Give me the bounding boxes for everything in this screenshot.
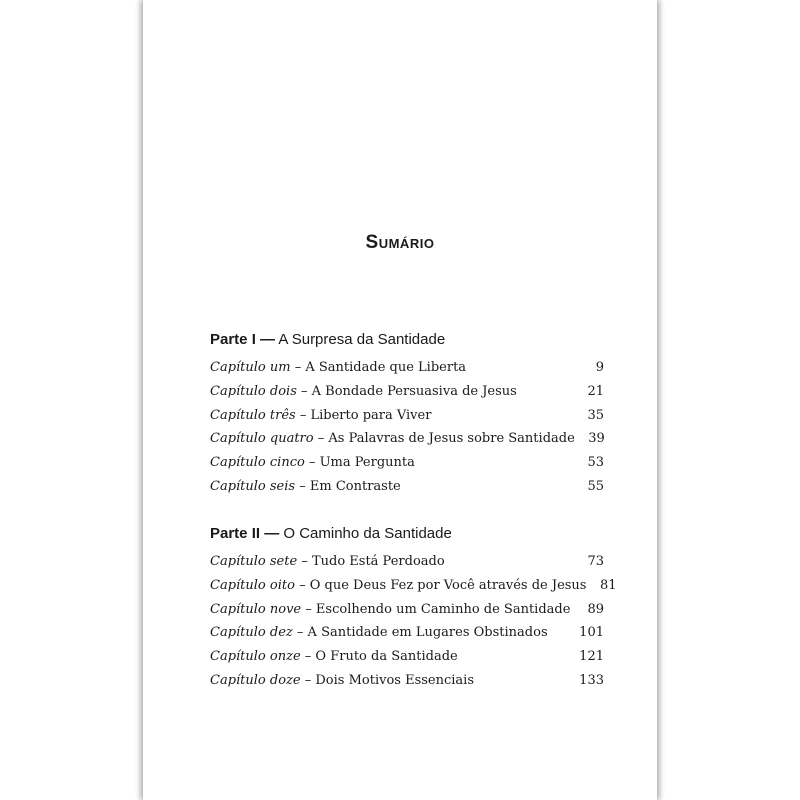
chapter-label: Capítulo seis xyxy=(210,478,296,494)
entry-dash: – xyxy=(299,407,307,423)
page-number: 39 xyxy=(588,431,605,447)
chapter-title: Tudo Está Perdoado xyxy=(311,554,445,569)
entry-dash: – xyxy=(301,383,308,399)
entry-dash: – xyxy=(294,360,302,375)
entry-dash: – xyxy=(317,431,325,447)
part-label: Parte I — xyxy=(210,331,276,348)
page-number: 53 xyxy=(587,455,604,471)
toc-entry xyxy=(210,380,604,404)
chapter-label: Capítulo três xyxy=(210,407,296,423)
chapter-label: Capítulo doze xyxy=(210,672,301,688)
chapter-title: Uma Pergunta xyxy=(319,455,415,471)
entry-dash: – xyxy=(296,625,304,641)
chapter-title: As Palavras de Jesus sobre Santidade xyxy=(328,431,575,447)
page-number: 121 xyxy=(579,649,604,665)
chapter-label: Capítulo dez xyxy=(210,625,293,641)
chapter-title: Escolhendo um Caminho de Santidade xyxy=(315,601,571,617)
page-number: 101 xyxy=(579,625,604,641)
book-page xyxy=(143,0,657,800)
chapter-label: Capítulo dois xyxy=(210,383,297,399)
toc-entry xyxy=(210,427,604,451)
entry-text xyxy=(210,427,575,451)
page-title: Sumário xyxy=(365,232,435,253)
toc-part-2 xyxy=(210,522,617,693)
entry-dash: – xyxy=(299,478,306,494)
page-number: 81 xyxy=(599,577,617,593)
toc-entry xyxy=(210,356,604,380)
chapter-label: Capítulo quatro xyxy=(210,431,314,447)
entry-dash: – xyxy=(301,554,308,569)
part-heading xyxy=(210,328,604,352)
entry-text xyxy=(210,451,415,475)
chapter-title: O Fruto da Santidade xyxy=(315,649,458,665)
toc-entry xyxy=(210,451,604,475)
chapter-title: A Santidade em Lugares Obstinados xyxy=(307,625,548,641)
chapter-title: Em Contraste xyxy=(309,478,401,494)
chapter-label: Capítulo onze xyxy=(210,649,301,665)
toc-entry xyxy=(210,550,604,574)
chapter-label: Capítulo nove xyxy=(210,601,302,617)
entry-dash: – xyxy=(304,672,312,688)
chapter-title: Dois Motivos Essenciais xyxy=(315,672,474,688)
entry-text xyxy=(210,574,586,598)
toc-entry xyxy=(210,475,604,499)
page-number: 89 xyxy=(587,601,604,617)
entry-dash: – xyxy=(308,455,316,471)
entry-text xyxy=(210,380,517,404)
entry-text xyxy=(210,475,401,499)
entry-dash: – xyxy=(305,601,312,617)
entry-text xyxy=(210,669,474,693)
chapter-label: Capítulo sete xyxy=(210,554,298,569)
chapter-label: Capítulo um xyxy=(210,360,291,375)
page-number: 55 xyxy=(587,478,604,494)
toc-entry xyxy=(210,574,617,598)
page-number: 21 xyxy=(587,383,604,399)
toc-entry xyxy=(210,621,604,645)
toc-entry xyxy=(210,669,604,693)
part-title: A Surpresa da Santidade xyxy=(278,331,446,348)
entry-text xyxy=(210,404,431,428)
page-number: 35 xyxy=(587,407,604,423)
chapter-title: A Bondade Persuasiva de Jesus xyxy=(311,383,517,399)
chapter-title: O que Deus Fez por Você através de Jesus xyxy=(309,577,587,593)
chapter-label: Capítulo oito xyxy=(210,577,295,593)
toc-entry xyxy=(210,645,604,669)
page-number: 9 xyxy=(595,360,604,375)
toc-part-1 xyxy=(210,328,604,499)
toc-entry xyxy=(210,404,604,428)
entry-text xyxy=(210,621,548,645)
entry-dash: – xyxy=(304,649,312,665)
part-label: Parte II — xyxy=(210,525,280,542)
toc-entry xyxy=(210,598,604,622)
page-number: 133 xyxy=(579,672,604,688)
part-heading xyxy=(210,522,604,546)
entry-text xyxy=(210,598,570,622)
chapter-label: Capítulo cinco xyxy=(210,455,305,471)
entry-text xyxy=(210,356,466,380)
chapter-title: A Santidade que Liberta xyxy=(305,360,467,375)
chapter-title: Liberto para Viver xyxy=(310,407,432,423)
entry-text xyxy=(210,645,458,669)
entry-text xyxy=(210,550,445,574)
entry-dash: – xyxy=(299,577,306,593)
part-title: O Caminho da Santidade xyxy=(283,525,452,542)
page-number: 73 xyxy=(587,554,604,569)
